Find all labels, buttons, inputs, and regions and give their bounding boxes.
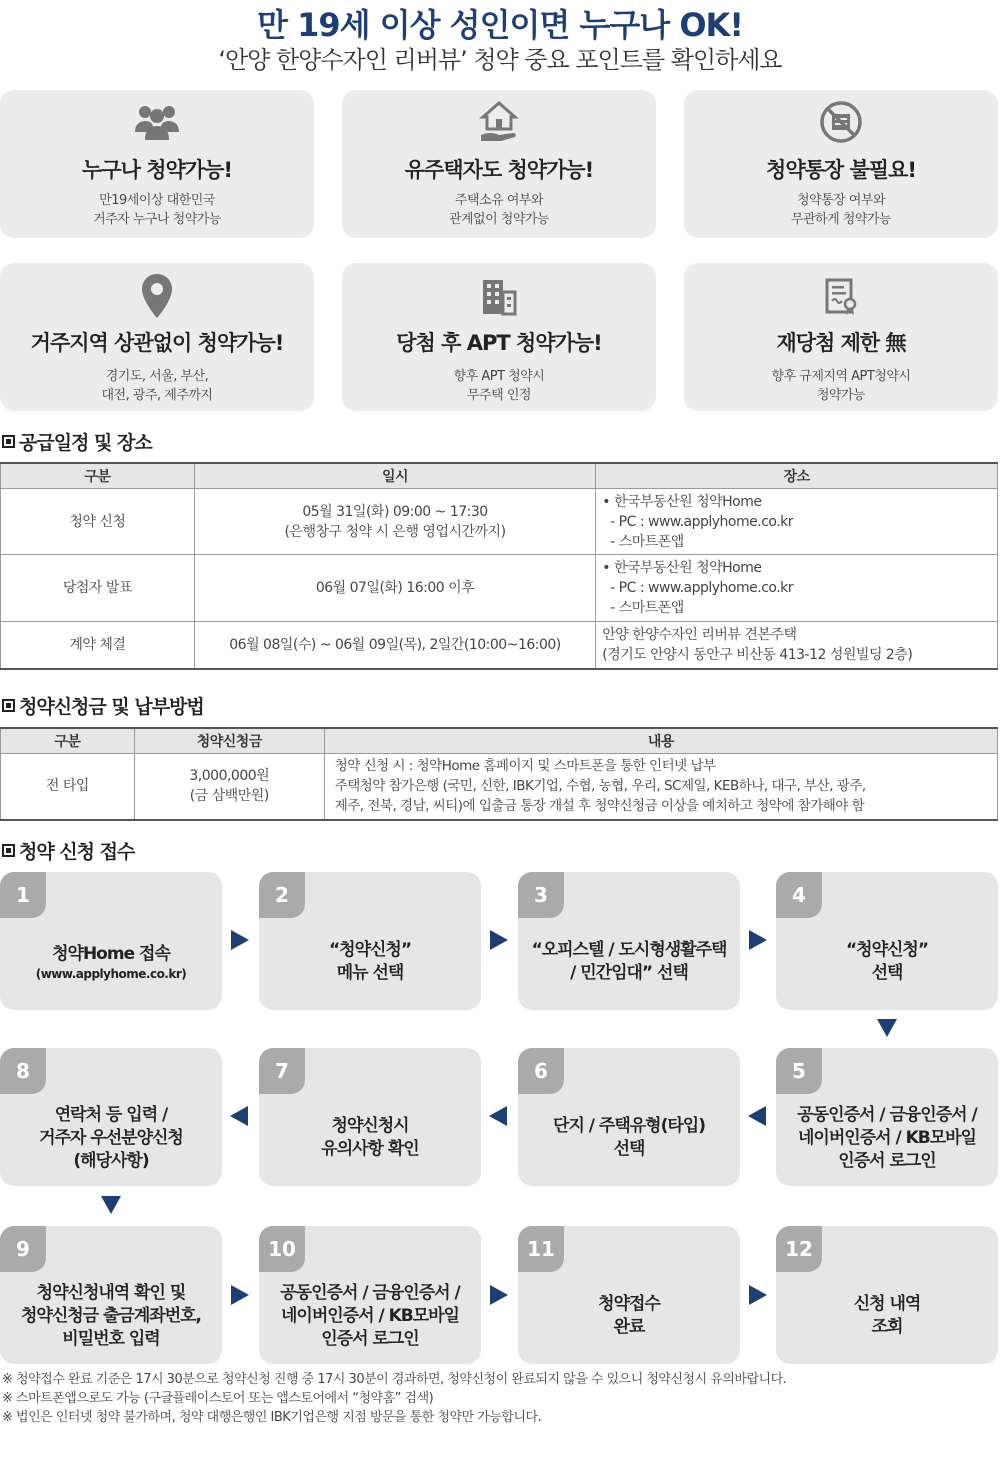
table-row <box>1 754 998 820</box>
feature-card-any-region <box>0 263 314 411</box>
table-cell: • 한국부동산원 청약Home - PC : www.applyhome.co.kr - 스마트폰앱 <box>596 555 998 622</box>
step-2: 2 “청약신청” 메뉴 선택 <box>259 872 481 1010</box>
card-desc: 향후 APT 청약시 무주택 인정 <box>453 369 545 403</box>
section-title-payment: 청약신청금 및 납부방법 <box>2 692 204 719</box>
table-header: 구분 <box>1 463 195 489</box>
step-1: 1 청약Home 접속 (www.applyhome.co.kr) <box>0 872 222 1010</box>
step-11: 11 청약접수 완료 <box>518 1226 740 1364</box>
arrow-left-icon <box>489 1106 507 1126</box>
footnote: ※ 법인은 인터넷 청약 불가하며, 청약 대행은행인 IBK기업은행 지점 방문을 통한 청약만 가능합니다. <box>2 1410 542 1425</box>
table-cell: 06월 08일(수) ~ 06월 09일(목), 2일간(10:00~16:00) <box>194 622 596 669</box>
square-bullet-icon <box>2 844 15 857</box>
table-header: 일시 <box>194 463 596 489</box>
arrow-left-icon <box>748 1106 766 1126</box>
table-row <box>1 555 998 622</box>
arrow-right-icon <box>490 930 508 950</box>
section-title-schedule: 공급일정 및 장소 <box>2 428 152 455</box>
feature-card-anyone <box>0 90 314 238</box>
table-header-row <box>1 463 998 489</box>
step-5: 5 공동인증서 / 금융인증서 / 네이버인증서 / KB모바일 인증서 로그인 <box>776 1048 998 1186</box>
step-10: 10 공동인증서 / 금융인증서 / 네이버인증서 / KB모바일 인증서 로그인 <box>259 1226 481 1364</box>
arrow-left-icon <box>230 1106 248 1126</box>
footnote: ※ 스마트폰앱으로도 가능 (구글플레이스토어 또는 앱스토어에서 “청약홈” 검색) <box>2 1391 434 1406</box>
card-title: 재당첨 제한 無 <box>776 331 906 355</box>
arrow-right-icon <box>490 1285 508 1305</box>
arrow-right-icon <box>749 1285 767 1305</box>
card-title: 청약통장 불필요! <box>766 158 916 182</box>
footnotes <box>2 1370 786 1427</box>
table-cell: 3,000,000원 (금 삼백만원) <box>134 754 324 820</box>
table-row <box>1 489 998 555</box>
no-passbook-icon <box>684 100 998 144</box>
table-header: 내용 <box>324 728 997 754</box>
card-desc: 주택소유 여부와 관계없이 청약가능 <box>448 193 550 227</box>
table-row <box>1 622 998 669</box>
step-3: 3 “오피스텔 / 도시형생활주택 / 민간임대” 선택 <box>518 872 740 1010</box>
table-cell: 청약 신청 시 : 청약Home 홈페이지 및 스마트폰을 통한 인터넷 납부 주택청약 참가은행 (국민, 신한, IBK기업, 수협, 농협, 우리, SC제일, KEB하나, 대구, 부산, 광주, 제주, 전북, 경남, 씨티)에 입출금 통장 개설 후 청약신청금 이상을 예치하고 청약에 참가해야 함 <box>324 754 997 820</box>
table-cell: 05월 31일(화) 09:00 ~ 17:30 (은행창구 청약 시 은행 영업시간까지) <box>194 489 596 555</box>
card-desc: 청약통장 여부와 무관하게 청약가능 <box>790 193 892 227</box>
arrow-right-icon <box>749 930 767 950</box>
certificate-icon <box>684 271 998 321</box>
table-header: 청약신청금 <box>134 728 324 754</box>
table-cell: 06월 07일(화) 16:00 이후 <box>194 555 596 622</box>
card-title: 누구나 청약가능! <box>82 158 232 182</box>
payment-table <box>0 727 998 821</box>
feature-card-apt-after-win <box>342 263 656 411</box>
card-desc: 만19세이상 대한민국 거주자 누구나 청약가능 <box>93 193 221 227</box>
table-cell: 안양 한양수자인 리버뷰 견본주택 (경기도 안양시 동안구 비산동 413-12 성원빌딩 2층) <box>596 622 998 669</box>
step-4: 4 “청약신청” 선택 <box>776 872 998 1010</box>
arrow-right-icon <box>231 1285 249 1305</box>
building-icon <box>342 271 656 321</box>
step-9: 9 청약신청내역 확인 및 청약신청금 출금계좌번호, 비밀번호 입력 <box>0 1226 222 1364</box>
step-7: 7 청약신청시 유의사항 확인 <box>259 1048 481 1186</box>
people-group-icon <box>0 100 314 144</box>
table-cell: 청약 신청 <box>1 489 195 555</box>
header-subtitle: ‘안양 한양수자인 리버뷰’ 청약 중요 포인트를 확인하세요 <box>218 46 782 74</box>
header-title: 만 19세 이상 성인이면 누구나 OK! <box>257 6 743 44</box>
feature-card-no-passbook <box>684 90 998 238</box>
step-6: 6 단지 / 주택유형(타입) 선택 <box>518 1048 740 1186</box>
section-title-application: 청약 신청 접수 <box>2 837 134 864</box>
square-bullet-icon <box>2 435 15 448</box>
table-header: 장소 <box>596 463 998 489</box>
card-title: 거주지역 상관없이 청약가능! <box>30 331 284 355</box>
feature-card-no-rewin-limit <box>684 263 998 411</box>
card-desc: 경기도, 서울, 부산, 대전, 광주, 제주까지 <box>101 369 213 403</box>
table-header-row <box>1 728 998 754</box>
footnote: ※ 청약접수 완료 기준은 17시 30분으로 청약신청 진행 중 17시 30분이 경과하면, 청약신청이 완료되지 않을 수 있으니 청약신청시 유의바랍니다. <box>2 1372 787 1387</box>
table-cell: • 한국부동산원 청약Home - PC : www.applyhome.co.kr - 스마트폰앱 <box>596 489 998 555</box>
house-hand-icon <box>342 100 656 144</box>
card-title: 유주택자도 청약가능! <box>404 158 594 182</box>
feature-card-homeowner <box>342 90 656 238</box>
step-8: 8 연락처 등 입력 / 거주자 우선분양신청 (해당사항) <box>0 1048 222 1186</box>
location-pin-icon <box>0 271 314 321</box>
table-cell: 전 타입 <box>1 754 135 820</box>
table-cell: 계약 체결 <box>1 622 195 669</box>
arrow-down-icon <box>877 1019 897 1037</box>
table-header: 구분 <box>1 728 135 754</box>
schedule-table <box>0 462 998 670</box>
table-cell: 당첨자 발표 <box>1 555 195 622</box>
card-title: 당첨 후 APT 청약가능! <box>396 331 602 355</box>
card-desc: 향후 규제지역 APT청약시 청약가능 <box>771 369 911 403</box>
step-12: 12 신청 내역 조회 <box>776 1226 998 1364</box>
square-bullet-icon <box>2 699 15 712</box>
arrow-right-icon <box>231 930 249 950</box>
arrow-down-icon <box>101 1196 121 1214</box>
